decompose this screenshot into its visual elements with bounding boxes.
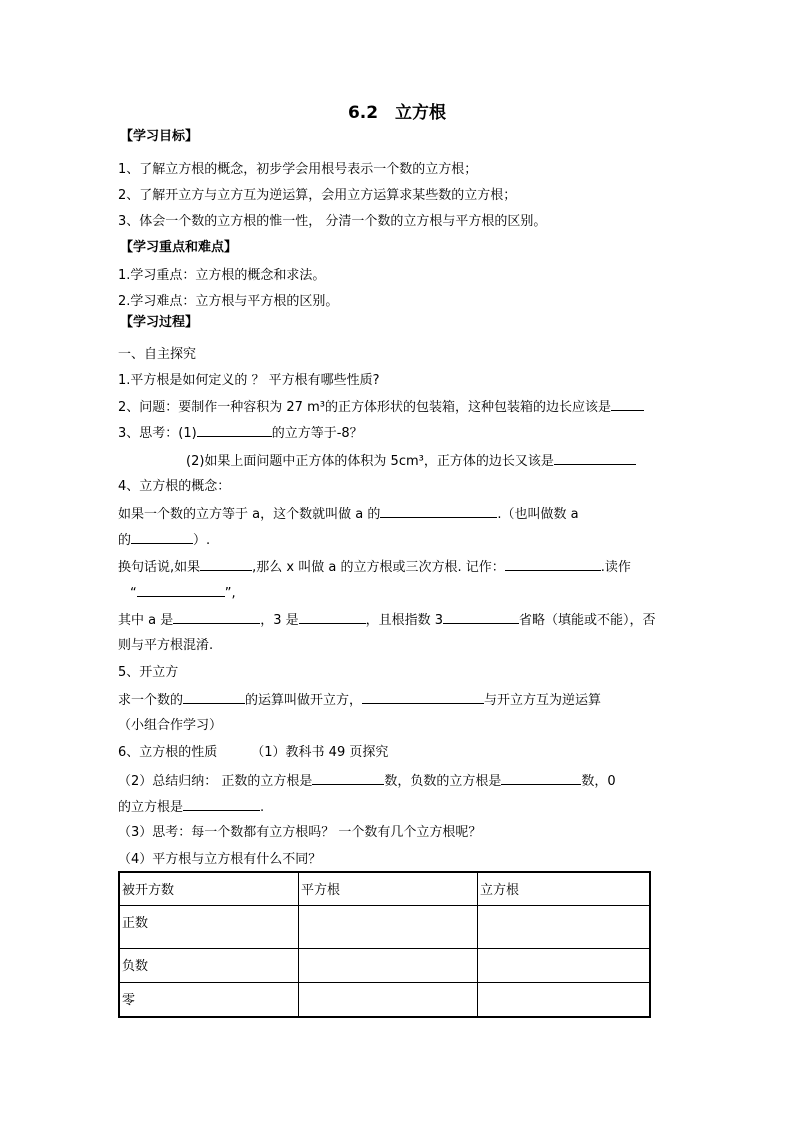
table-row [119,983,650,1018]
q6-title: 6、立方根的性质 [118,745,218,760]
table-header-cell: 平方根 [299,872,478,906]
goals-heading: 【学习目标】 [120,129,199,144]
question-2-text: 2、问题：要制作一种容积为 27 m³的正方体形状的包装箱，这种包装箱的边长应该是 [118,400,611,415]
goal-item-2: 2、了解开立方与立方互为逆运算，会用立方运算求某些数的立方根； [118,188,517,203]
q6-summary-line-2 [118,798,264,817]
q6-text-2: 数，负数的立方根是 [384,774,502,789]
table-header-cell: 立方根 [478,872,651,906]
answer-blank[interactable] [137,584,225,597]
table-row [119,949,650,983]
answer-blank[interactable] [443,611,519,624]
q5-text-3: 与开立方互为逆运算 [484,693,602,708]
q6-text-1: （2）总结归纳： 正数的立方根是 [118,774,313,789]
q5-text-1: 求一个数的 [118,693,184,708]
row-label: 零 [119,983,299,1018]
concept-line-6: 则与平方根混淆. [118,638,214,653]
answer-blank[interactable] [312,772,384,785]
answer-blank[interactable] [505,558,601,571]
question-3 [118,424,363,443]
answer-blank[interactable] [299,611,366,624]
comparison-table [118,871,651,1018]
goal-item-1: 1、了解立方根的概念，初步学会用根号表示一个数的立方根； [118,162,478,177]
question-6 [118,744,388,762]
concept-text-7: .读作 [600,560,631,575]
question-3-text: 3、思考：(1) [118,426,197,441]
focus-heading: 【学习重点和难点】 [120,240,238,255]
question-5-line [118,691,601,710]
q6-text-4: 的立方根是 [118,800,184,815]
concept-line-3 [118,558,631,577]
process-heading: 【学习过程】 [120,315,199,330]
answer-blank[interactable] [183,798,260,811]
answer-blank[interactable] [611,398,644,411]
concept-text-6: ,那么 x 叫做 a 的立方根或三次方根. 记作： [252,560,505,575]
concept-text-9: ，3 是 [260,613,299,628]
question-4: 4、立方根的概念： [118,479,231,494]
quote-close: ”, [224,586,236,601]
answer-blank[interactable] [197,424,272,437]
question-5: 5、开立方 [118,665,179,680]
question-3-text-b: 的立方等于-8？ [271,426,363,441]
question-2 [118,398,644,417]
concept-line-2 [118,531,210,550]
question-3-part-2-text: (2)如果上面问题中正方体的体积为 5cm³，正方体的边长又该是 [186,454,554,469]
table-cell[interactable] [299,949,478,983]
answer-blank[interactable] [131,531,193,544]
table-header-cell: 被开方数 [119,872,299,906]
concept-text-3: 的 [118,533,132,548]
question-3-part-2 [186,452,636,471]
concept-line-4 [130,584,236,603]
concept-text-8: 其中 a 是 [118,613,174,628]
row-label: 负数 [119,949,299,983]
q6-text-5: . [260,800,265,815]
table-header-row [119,872,650,906]
q6-part-1: （1）教科书 49 页探究 [251,745,389,760]
answer-blank[interactable] [200,558,252,571]
concept-text-2: .（也叫做数 a [497,507,579,522]
row-label: 正数 [119,906,299,949]
table-cell[interactable] [478,906,651,949]
q6-think: （3）思考：每一个数都有立方根吗？ 一个数有几个立方根呢？ [118,825,482,840]
answer-blank[interactable] [173,611,260,624]
answer-blank[interactable] [362,691,484,704]
focus-item-1: 1.学习重点：立方根的概念和求法。 [118,268,326,283]
answer-blank[interactable] [183,691,245,704]
quote-open: “ [130,586,137,601]
concept-line-5 [118,611,656,630]
group-study-note: （小组合作学习） [118,718,223,733]
table-cell[interactable] [478,983,651,1018]
focus-item-2: 2.学习难点：立方根与平方根的区别。 [118,294,339,309]
goal-item-3: 3、体会一个数的立方根的惟一性， 分清一个数的立方根与平方根的区别。 [118,214,547,229]
section-self-explore: 一、自主探究 [118,347,197,362]
concept-text-5: 换句话说,如果 [118,560,201,575]
q6-text-3: 数，0 [581,774,616,789]
concept-text-4: ）. [193,533,211,548]
concept-text-11: 省略（填能或不能），否 [519,613,656,628]
concept-text-10: ，且根指数 3 [365,613,444,628]
concept-line-1 [118,505,579,524]
answer-blank[interactable] [380,505,497,518]
table-cell[interactable] [299,983,478,1018]
answer-blank[interactable] [501,772,581,785]
concept-text-1: 如果一个数的立方等于 a，这个数就叫做 a 的 [118,507,381,522]
table-cell[interactable] [478,949,651,983]
table-cell[interactable] [299,906,478,949]
q6-compare: （4）平方根与立方根有什么不同？ [118,852,322,867]
q5-text-2: 的运算叫做开立方， [245,693,363,708]
table-row [119,906,650,949]
page-title: 6.2 立方根 [347,103,447,123]
question-1: 1.平方根是如何定义的 ？ 平方根有哪些性质? [118,373,380,388]
q6-summary-line [118,772,616,791]
answer-blank[interactable] [554,452,636,465]
